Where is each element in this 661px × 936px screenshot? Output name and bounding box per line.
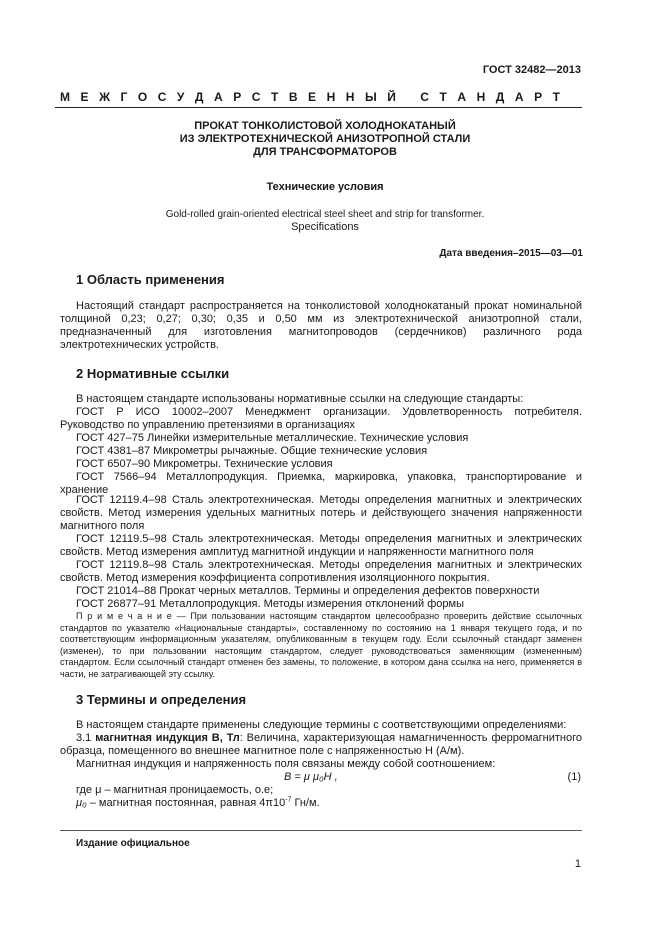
mu0-text: – магнитная постоянная, равная 4π10 bbox=[86, 797, 286, 809]
note-label: П р и м е ч а н и е — bbox=[76, 611, 186, 621]
reference-item: ГОСТ Р ИСО 10002–2007 Менеджмент организации. Удовлетворенность потребителя. Руководство по управлению претензиями в организациях bbox=[60, 406, 582, 431]
banner-letter: А bbox=[457, 90, 467, 104]
banner-letter: Й bbox=[387, 90, 396, 104]
banner-letter: А bbox=[213, 90, 223, 104]
banner-letter: Р bbox=[233, 90, 242, 104]
english-title: Gold-rolled grain-oriented electrical steel sheet and strip for transformer. bbox=[165, 209, 485, 220]
english-subtitle: Specifications bbox=[291, 221, 359, 233]
banner-letter: Т bbox=[552, 90, 560, 104]
header-rule bbox=[55, 107, 582, 108]
banner-letter: Д bbox=[194, 90, 204, 104]
section-2-heading: 2 Нормативные ссылки bbox=[76, 366, 230, 381]
reference-item: ГОСТ 21014–88 Прокат черных металлов. Термины и определения дефектов поверхности bbox=[76, 585, 540, 597]
banner-letter bbox=[406, 90, 409, 104]
reference-item: ГОСТ 12119.4–98 Сталь электротехническая. Методы определения магнитных и электрических свойств. Метод измерения удельных магнитных потерь и действующего значения напряженности магнитного поля bbox=[60, 494, 582, 532]
term-definition bbox=[60, 732, 582, 758]
interstate-standard-banner bbox=[60, 90, 560, 104]
section-3-intro: В настоящем стандарте применены следующие термины с соответствующими определениями: bbox=[76, 719, 567, 731]
formula-number: (1) bbox=[567, 771, 581, 783]
reference-item: ГОСТ 12119.5–98 Сталь электротехническая. Методы определения магнитных и электрических свойств. Метод измерения амплитуд магнитной индукции и напряженности магнитного поля bbox=[60, 533, 582, 558]
banner-letter: Н bbox=[345, 90, 355, 104]
where-mu: где μ – магнитная проницаемость, о.е; bbox=[76, 784, 274, 796]
introduction-date: Дата введения–2015—03—01 bbox=[439, 248, 583, 259]
term-text: : Величина, характеризующая намагниченность ферромагнитного образца, помещенного во внешнее магнитное поле с напряженностью H (А/м). bbox=[60, 732, 582, 757]
note-text: При пользовании настоящим стандартом целесообразно проверить действие ссылочных стандартов по указателю «Национальные стандарты», составленному по состоянию на 1 января текущего года, и по соответствующим информационным указателям, опубликованным в текущем году. Если ссылочный стандарт заменен (изменен), то при пользовании настоящим стандартом, следует руководствоваться заменяющим (измененным) стандартом. Если ссылочный стандарт отменен без замены, то положение, в котором дана ссылка на него, применяется в части, не затрагивающей эту ссылку. bbox=[60, 611, 582, 679]
title-line-2: ИЗ ЭЛЕКТРОТЕХНИЧЕСКОЙ АНИЗОТРОПНОЙ СТАЛИ bbox=[179, 133, 471, 145]
banner-letter: М bbox=[60, 90, 70, 104]
footer-rule bbox=[60, 830, 582, 831]
section-2-intro: В настоящем стандарте использованы нормативные ссылки на следующие стандарты: bbox=[76, 393, 524, 405]
relation-text: Магнитная индукция и напряженность поля связаны между собой соотношением: bbox=[76, 758, 496, 770]
mu0-unit: Гн/м. bbox=[291, 797, 320, 809]
formula: B = μ μ₀H , bbox=[284, 771, 338, 783]
banner-letter: Е bbox=[308, 90, 317, 104]
banner-letter: Т bbox=[439, 90, 447, 104]
page-number: 1 bbox=[574, 858, 581, 870]
banner-letter: Г bbox=[120, 90, 128, 104]
reference-item: ГОСТ 12119.8–98 Сталь электротехническая. Методы определения магнитных и электрических свойств. Метод измерения коэффициента сопротивления изоляционного покрытия. bbox=[60, 559, 582, 584]
banner-letter: С bbox=[157, 90, 167, 104]
reference-item: ГОСТ 7566–94 Металлопродукция. Приемка, маркировка, упаковка, транспортирование и хранение bbox=[60, 471, 582, 496]
banner-letter: Р bbox=[534, 90, 543, 104]
term-name: магнитная индукция B, Тл bbox=[95, 732, 240, 744]
banner-letter: Т bbox=[270, 90, 279, 104]
section-3-heading: 3 Термины и определения bbox=[76, 692, 247, 707]
reference-item: ГОСТ 6507–90 Микрометры. Технические условия bbox=[76, 458, 333, 470]
banner-letter: Ы bbox=[364, 90, 377, 104]
gost-number: ГОСТ 32482—2013 bbox=[482, 64, 581, 76]
reference-item: ГОСТ 427–75 Линейки измерительные металлические. Технические условия bbox=[76, 432, 469, 444]
section-1-text: Настоящий стандарт распространяется на тонколистовой холоднокатаный прокат номинальной толщиной 0,23; 0,27; 0,30; 0,35 и 0,50 мм из электротехнической анизотропной стали, предназначенный для изготовления магнитопроводов (сердечников) различного рода электротехнических устройств. bbox=[60, 300, 582, 351]
title-line-3: ДЛЯ ТРАНСФОРМАТОРОВ bbox=[253, 146, 397, 158]
reference-item: ГОСТ 4381–87 Микрометры рычажные. Общие технические условия bbox=[76, 445, 428, 457]
banner-letter: Д bbox=[495, 90, 505, 104]
banner-letter: Ж bbox=[99, 90, 110, 104]
banner-letter: Н bbox=[476, 90, 486, 104]
mu0-exponent: -7 bbox=[285, 796, 292, 804]
banner-letter: У bbox=[176, 90, 185, 104]
banner-letter: А bbox=[514, 90, 524, 104]
where-mu0 bbox=[76, 797, 320, 810]
title-block bbox=[60, 120, 590, 233]
term-number: 3.1 bbox=[76, 732, 96, 744]
section-1-heading: 1 Область применения bbox=[76, 272, 225, 287]
subtitle: Технические условия bbox=[266, 181, 384, 193]
title-line-1: ПРОКАТ ТОНКОЛИСТОВОЙ ХОЛОДНОКАТАНЫЙ bbox=[194, 120, 456, 132]
official-edition-label: Издание официальное bbox=[76, 838, 190, 849]
note bbox=[60, 611, 582, 680]
banner-letter: О bbox=[137, 90, 148, 104]
banner-letter: С bbox=[251, 90, 261, 104]
banner-letter: Е bbox=[80, 90, 89, 104]
banner-letter: Н bbox=[326, 90, 336, 104]
banner-letter: В bbox=[288, 90, 298, 104]
banner-letter: С bbox=[420, 90, 429, 104]
reference-item: ГОСТ 26877–91 Металлопродукция. Методы измерения отклонений формы bbox=[76, 598, 465, 610]
mu0-symbol: μ₀ bbox=[76, 797, 87, 809]
